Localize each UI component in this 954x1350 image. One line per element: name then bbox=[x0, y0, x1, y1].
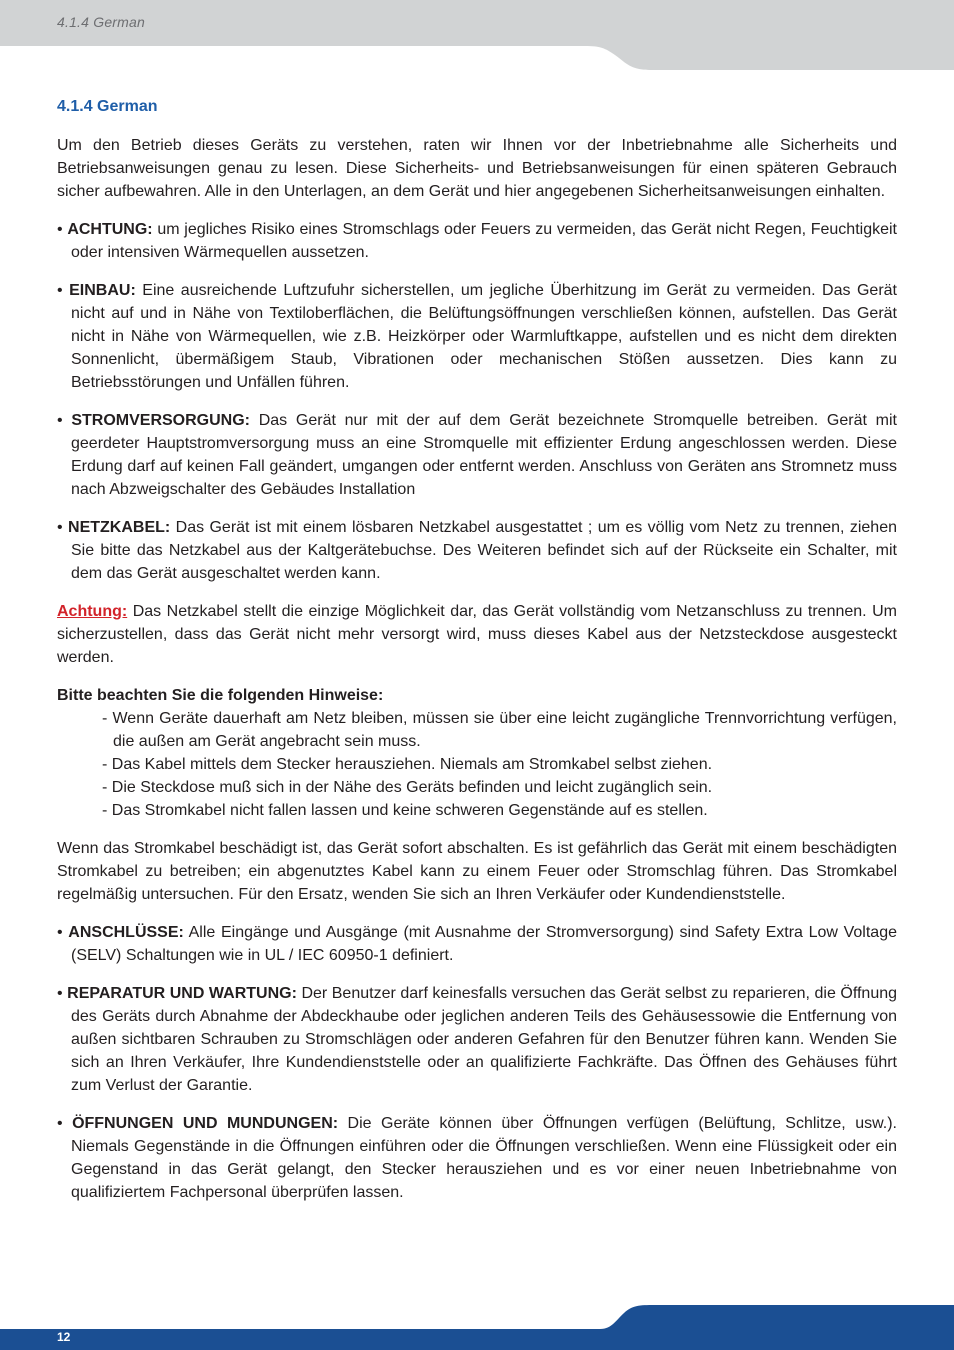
page-number: 12 bbox=[57, 1330, 71, 1344]
note-item: - Das Kabel mittels dem Stecker herausziehen. Niemals am Stromkabel selbst ziehen. bbox=[102, 756, 713, 773]
bullet-stromversorgung: • STROMVERSORGUNG: Das Gerät nur mit der auf dem Gerät bezeichnete Stromquelle betreiben. Gerät mit geerdeter Hauptstromversorgung muss an eine Stromquelle mit effizienter Erdung angeschlossen werden. Diese Erdung darf auf keinen Fall geändert, umgangen oder entfernt werden. Anschluss von Geräten ans Stromnetz muss nach Abzweigschalter des Gebäudes Installation bbox=[57, 412, 898, 498]
bullet-text: Eine ausreichende Luftzufuhr sicherstellen, um jegliche Überhitzung im Gerät zu vermeiden. Das Gerät nicht auf und in Nähe von Textiloberflächen, die Belüftungsöffnungen verschließen können, aufstellen. Das Gerät nicht in Nähe von Wärmequellen, wie z.B. Heizkörper oder Warmluftkappe, aufstellen und es nicht dem direkten Sonnenlicht, übermäßigem Staub, Vibrationen oder mechanischen Stößen aussetzen. Dies kann zu Betriebsstörungen und Unfällen führen. bbox=[71, 282, 898, 391]
bullet-term: ANSCHLÜSSE: bbox=[68, 924, 184, 941]
note-item: - Das Stromkabel nicht fallen lassen und keine schweren Gegenstände auf es stellen. bbox=[102, 802, 708, 819]
bullet-term: STROMVERSORGUNG: bbox=[71, 412, 250, 429]
footer-band bbox=[0, 1300, 954, 1350]
bullet-anschluesse: • ANSCHLÜSSE: Alle Eingänge und Ausgänge (mit Ausnahme der Stromversorgung) sind Safety Extra Low Voltage (SELV) Schaltungen wie in UL / IEC 60950-1 definiert. bbox=[57, 924, 898, 964]
bullet-term: REPARATUR UND WARTUNG: bbox=[67, 985, 297, 1002]
note-item: - Die Steckdose muß sich in der Nähe des Geräts befinden und leicht zugänglich sein. bbox=[102, 779, 713, 796]
notes-list bbox=[57, 707, 897, 822]
section-title: 4.1.4 German bbox=[57, 98, 158, 115]
header-band bbox=[0, 0, 954, 72]
bullet-term: NETZKABEL: bbox=[68, 519, 171, 536]
bullet-text: Alle Eingänge und Ausgänge (mit Ausnahme der Stromversorgung) sind Safety Extra Low Voltage (SELV) Schaltungen wie in UL / IEC 60950-1 definiert. bbox=[71, 924, 898, 964]
warning-paragraph bbox=[57, 600, 897, 669]
page-content bbox=[57, 95, 897, 1219]
bullet-text: Das Gerät ist mit einem lösbaren Netzkabel ausgestattet ; um es völlig vom Netz zu trennen, ziehen Sie bitte das Netzkabel aus der Kaltgerätebuchse. Des Weiteren befindet sich auf der Rückseite ein Schalter, mit dem das Gerät ausgeschaltet werden kann. bbox=[71, 519, 898, 582]
bullet-netzkabel: • NETZKABEL: Das Gerät ist mit einem lösbaren Netzkabel ausgestattet ; um es völlig vom Netz zu trennen, ziehen Sie bitte das Netzkabel aus der Kaltgerätebuchse. Des Weiteren befindet sich auf der Rückseite ein Schalter, mit dem das Gerät ausgeschaltet werden kann. bbox=[57, 519, 898, 582]
bullet-achtung: • ACHTUNG: um jegliches Risiko eines Stromschlags oder Feuers zu vermeiden, das Gerät nicht Regen, Feuchtigkeit oder intensiven Wärmequellen aussetzen. bbox=[57, 221, 898, 261]
bullet-text: um jegliches Risiko eines Stromschlags oder Feuers zu vermeiden, das Gerät nicht Regen, Feuchtigkeit oder intensiven Wärmequellen aussetzen. bbox=[71, 221, 898, 261]
bullet-text: Das Gerät nur mit der auf dem Gerät bezeichnete Stromquelle betreiben. Gerät mit geerdeter Hauptstromversorgung muss an eine Stromquelle mit effizienter Erdung angeschlossen werden. Diese Erdung darf auf keinen Fall geändert, umgangen oder entfernt werden. Anschluss von Geräten ans Stromnetz muss nach Abzweigschalter des Gebäudes Installation bbox=[71, 412, 898, 498]
intro-paragraph: Um den Betrieb dieses Geräts zu verstehen, raten wir Ihnen vor der Inbetriebnahme alle Sicherheits und Betriebsanweisungen genau zu lesen. Diese Sicherheits- und Betriebsanweisungen für einen späteren Gebrauch sicher aufbewahren. Alle in den Unterlagen, an dem Gerät und hier angegebenen Sicherheitsanweisungen einhalten. bbox=[57, 137, 897, 200]
bullet-term: ÖFFNUNGEN UND MUNDUNGEN: bbox=[72, 1115, 339, 1132]
note-item: - Wenn Geräte dauerhaft am Netz bleiben, müssen sie über eine leicht zugängliche Trennvorrichtung verfügen, die außen am Gerät angebracht sein muss. bbox=[102, 710, 897, 750]
bullet-term: ACHTUNG: bbox=[67, 221, 153, 238]
warning-text: Das Netzkabel stellt die einzige Möglichkeit dar, das Gerät vollständig vom Netzanschluss zu trennen. Um sicherzustellen, dass das Gerät nicht mehr versorgt wird, muss dieses Kabel aus der Netzsteckdose ausgesteckt werden. bbox=[57, 603, 897, 666]
warning-label: Achtung: bbox=[57, 603, 128, 620]
bullet-einbau: • EINBAU: Eine ausreichende Luftzufuhr sicherstellen, um jegliche Überhitzung im Gerät zu vermeiden. Das Gerät nicht auf und in Nähe von Textiloberflächen, die Belüftungsöffnungen verschließen können, aufstellen. Das Gerät nicht in Nähe von Wärmequellen, wie z.B. Heizkörper oder Warmluftkappe, aufstellen und es nicht dem direkten Sonnenlicht, übermäßigem Staub, Vibrationen oder mechanischen Stößen aussetzen. Dies kann zu Betriebsstörungen und Unfällen führen. bbox=[57, 282, 898, 391]
running-header: 4.1.4 German bbox=[57, 14, 145, 30]
bullet-term: EINBAU: bbox=[69, 282, 136, 299]
notes-title: Bitte beachten Sie die folgenden Hinweise: bbox=[57, 687, 384, 704]
cable-damage-paragraph: Wenn das Stromkabel beschädigt ist, das Gerät sofort abschalten. Es ist gefährlich das Gerät mit einem beschädigten Stromkabel zu betreiben; ein abgenutztes Kabel kann zu einem Feuer oder Stromschlag führen. Das Stromkabel regelmäßig untersuchen. Für den Ersatz, wenden Sie sich an Ihren Verkäufer oder Kundendienststelle. bbox=[57, 840, 897, 903]
bullet-text: Der Benutzer darf keinesfalls versuchen das Gerät selbst zu reparieren, die Öffnung des Geräts durch Abnahme der Abdeckhaube oder jeglichen anderen Teils des Gehäusessowie die Entfernung von außen sichtbaren Schrauben zu Stromschlägen oder anderen Gefahren für den Benutzer führen kann. Wenden Sie sich an Ihren Verkäufer, Ihre Kundendienststelle oder an qualifizierte Fachkräfte. Das Öffnen des Gehäuses führt zum Verlust der Garantie. bbox=[71, 985, 898, 1094]
bullet-oeffnungen: • ÖFFNUNGEN UND MUNDUNGEN: Die Geräte können über Öffnungen verfügen (Belüftung, Schlitze, usw.). Niemals Gegenstände in die Öffnungen einführen oder die Öffnungen verschließen. Wenn eine Flüssigkeit oder ein Gegenstand in das Gerät gelangt, den Stecker herausziehen und es vor einer neuen Inbetriebnahme von qualifiziertem Fachpersonal überprüfen lassen. bbox=[57, 1115, 897, 1201]
bullet-text: Die Geräte können über Öffnungen verfügen (Belüftung, Schlitze, usw.). Niemals Gegenstände in die Öffnungen einführen oder die Öffnungen verschließen. Wenn eine Flüssigkeit oder ein Gegenstand in das Gerät gelangt, den Stecker herausziehen und es vor einer neuen Inbetriebnahme von qualifiziertem Fachpersonal überprüfen lassen. bbox=[71, 1115, 897, 1201]
bullet-reparatur: • REPARATUR UND WARTUNG: Der Benutzer darf keinesfalls versuchen das Gerät selbst zu reparieren, die Öffnung des Geräts durch Abnahme der Abdeckhaube oder jeglichen anderen Teils des Gehäusessowie die Entfernung von außen sichtbaren Schrauben zu Stromschlägen oder anderen Gefahren für den Benutzer führen kann. Wenden Sie sich an Ihren Verkäufer, Ihre Kundendienststelle oder an qualifizierte Fachkräfte. Das Öffnen des Gehäuses führt zum Verlust der Garantie. bbox=[57, 985, 898, 1094]
